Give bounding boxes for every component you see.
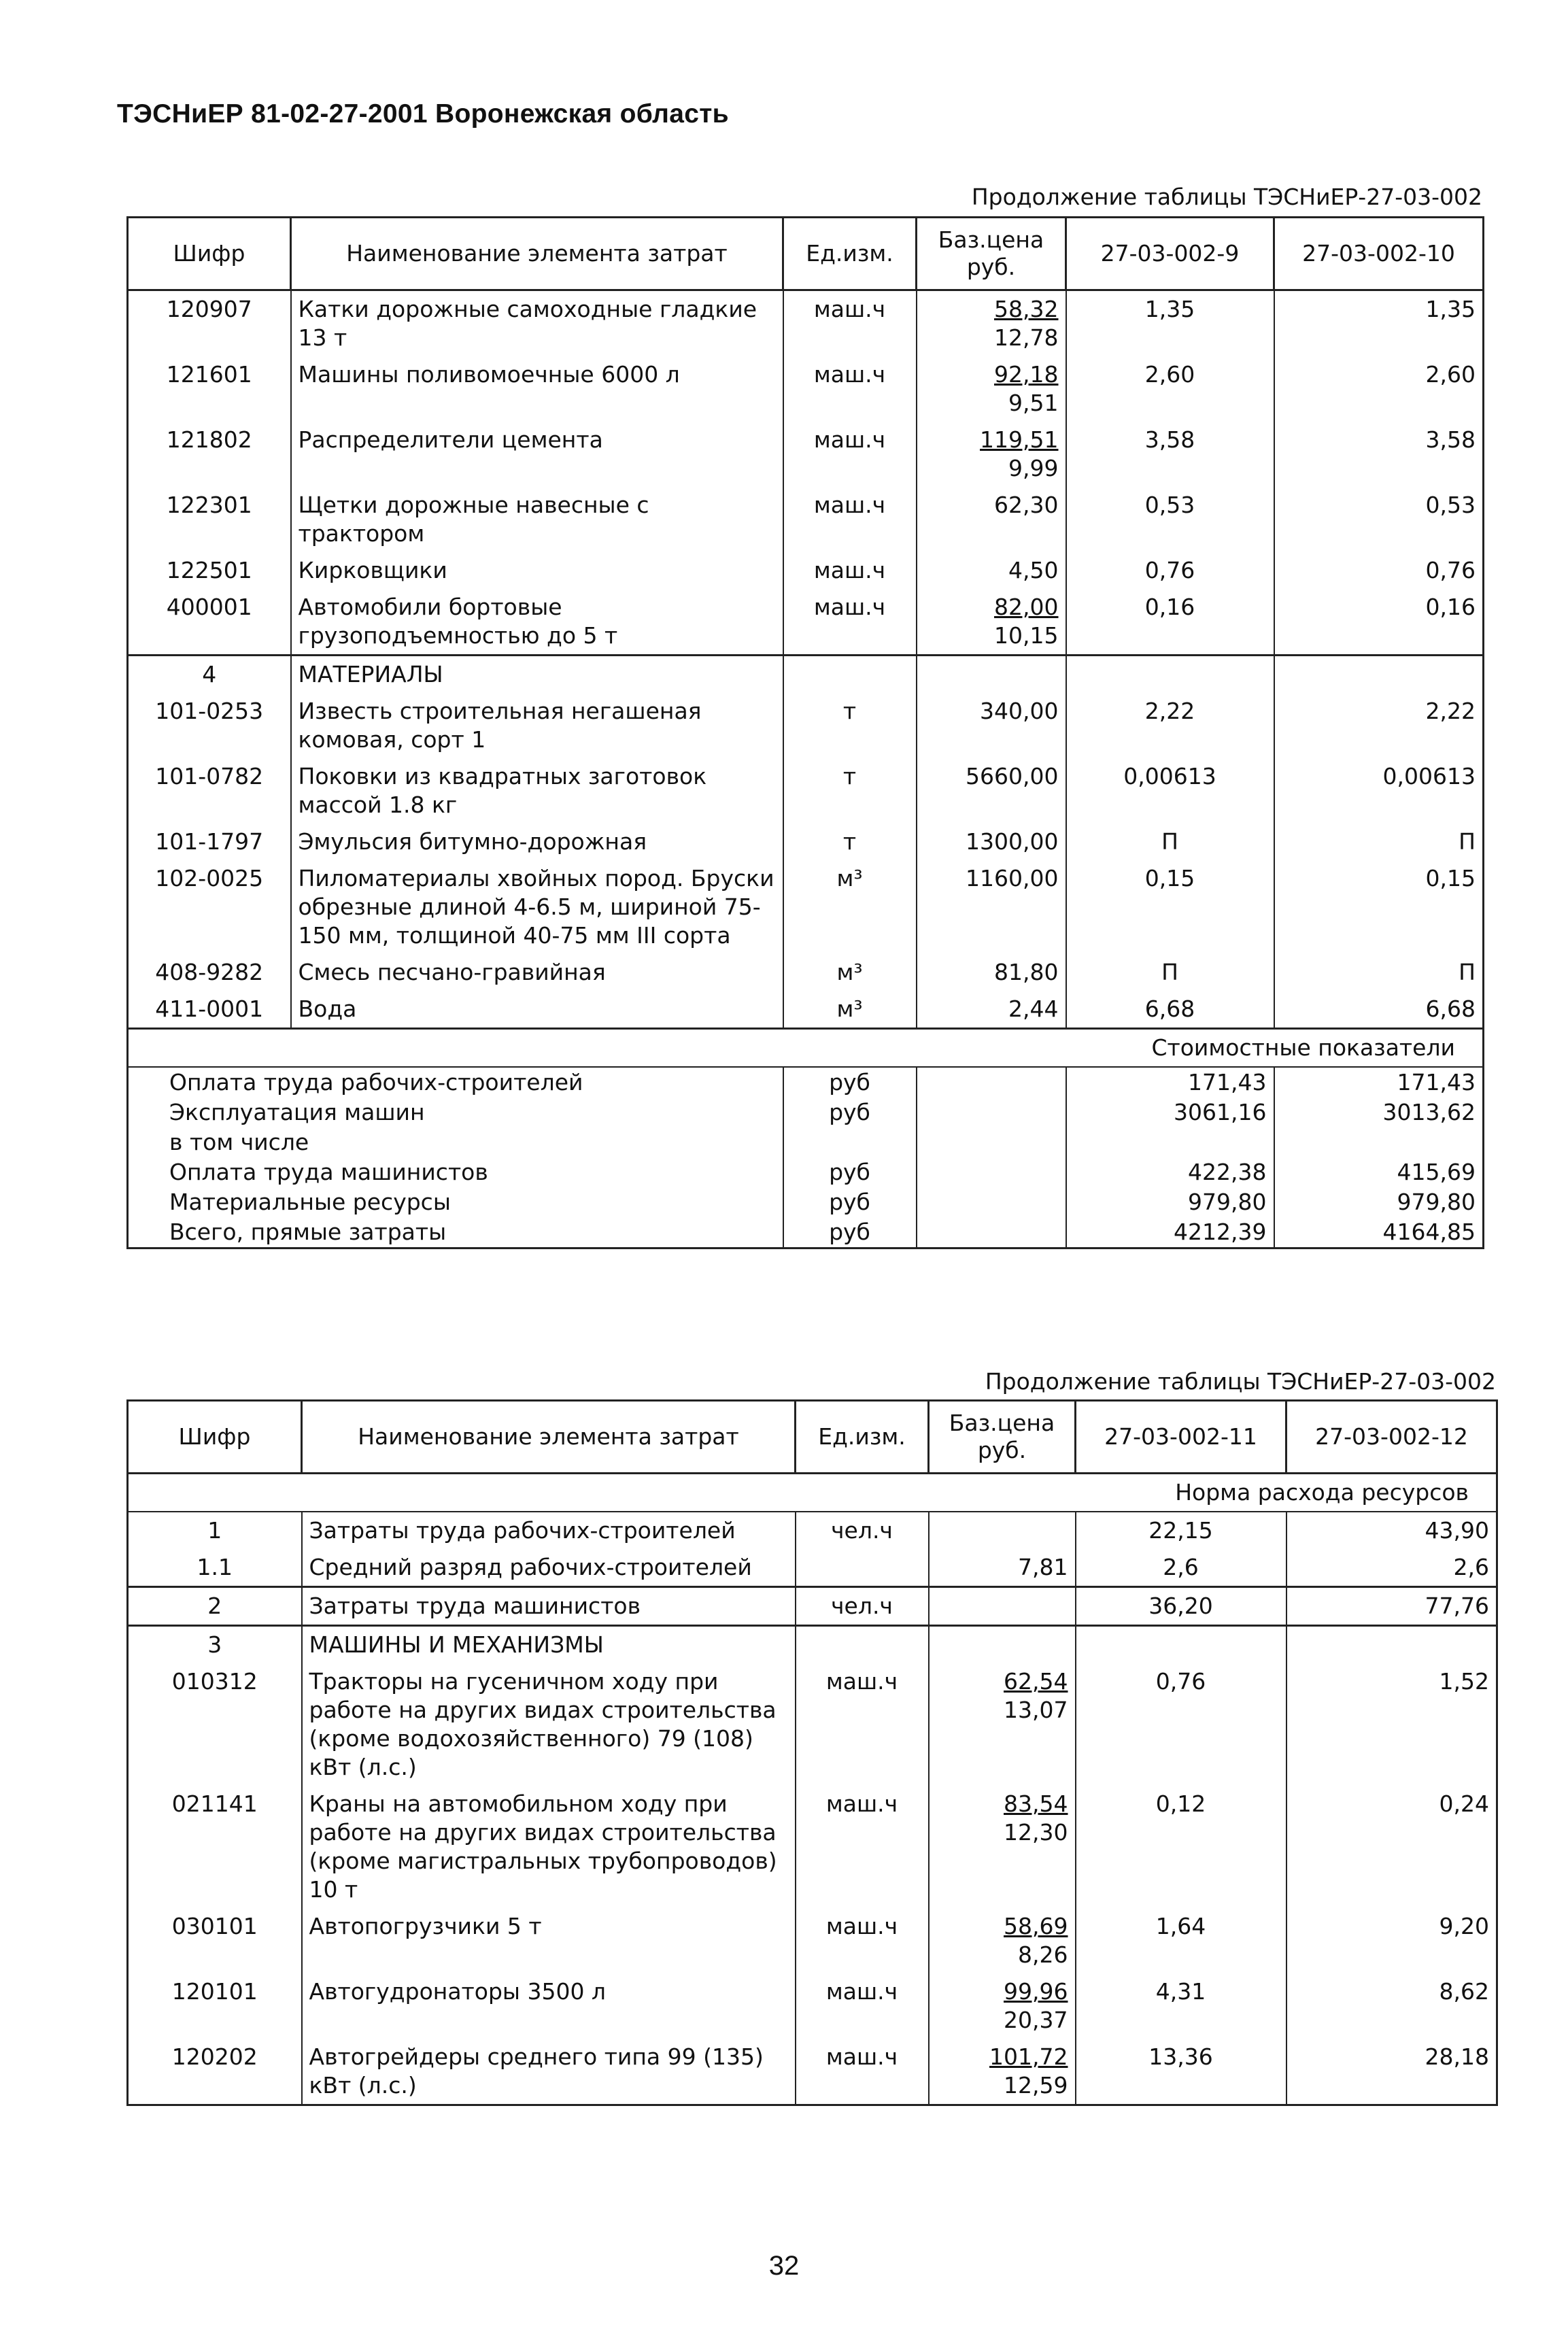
- empty-cell: [917, 1217, 1066, 1249]
- value-cell-2: 0,53: [1274, 487, 1484, 552]
- price-wage-value: 13,07: [1004, 1697, 1068, 1723]
- price-wage-value: 8,26: [1018, 1941, 1068, 1968]
- price-cell: [929, 1908, 1076, 1973]
- table-row: [128, 758, 1484, 823]
- cost-unit: руб: [783, 1187, 917, 1217]
- table-row: [128, 1587, 1497, 1626]
- price-cell: 4,50: [917, 552, 1066, 589]
- table1-header-row: [128, 218, 1484, 290]
- name-cell: Эмульсия битумно-дорожная: [291, 823, 783, 860]
- empty-cell: [783, 656, 917, 694]
- code-cell: 122501: [128, 552, 291, 589]
- unit-cell: маш.ч: [796, 1908, 929, 1973]
- value-cell-2: 8,62: [1286, 1973, 1497, 2039]
- cost-value-1: 3061,16: [1066, 1098, 1274, 1127]
- cost-row: [128, 1127, 1484, 1157]
- price-wage-value: 9,99: [1008, 455, 1059, 481]
- code-cell: 120202: [128, 2039, 302, 2105]
- cost-banner-row: [128, 1029, 1484, 1068]
- value-cell-2: 0,16: [1274, 589, 1484, 656]
- cost-row: [128, 1217, 1484, 1249]
- price-cell: 340,00: [917, 693, 1066, 758]
- unit-cell: чел.ч: [796, 1512, 929, 1549]
- table-row: [128, 487, 1484, 552]
- cost-value-2: [1274, 1127, 1484, 1157]
- banner-text: Норма расхода ресурсов: [128, 1474, 1497, 1512]
- empty-cell: [1274, 656, 1484, 694]
- price-cell: [917, 589, 1066, 656]
- name-cell: Распределители цемента: [291, 422, 783, 487]
- price-cell: 1300,00: [917, 823, 1066, 860]
- cost-value-1: 171,43: [1066, 1067, 1274, 1098]
- value-cell-1: 0,53: [1066, 487, 1274, 552]
- price-cell: [917, 290, 1066, 357]
- code-cell: 010312: [128, 1663, 302, 1786]
- price-cell: [929, 1587, 1076, 1626]
- price-cell: 7,81: [929, 1549, 1076, 1587]
- value-cell-2: 77,76: [1286, 1587, 1497, 1626]
- code-cell: 120907: [128, 290, 291, 357]
- name-cell: Автогудронаторы 3500 л: [302, 1973, 796, 2039]
- price-cell: [929, 1512, 1076, 1549]
- table-row: [128, 422, 1484, 487]
- name-cell: Щетки дорожные навесные с трактором: [291, 487, 783, 552]
- section-row-machines: [128, 1626, 1497, 1664]
- unit-cell: маш.ч: [783, 487, 917, 552]
- price-value: 82,00: [994, 594, 1059, 620]
- table-row: [128, 991, 1484, 1029]
- value-cell-1: 1,35: [1066, 290, 1274, 357]
- price-cell: [917, 356, 1066, 422]
- value-cell-1: 2,22: [1066, 693, 1274, 758]
- cost-label: Всего, прямые затраты: [128, 1217, 783, 1249]
- unit-cell: маш.ч: [796, 1786, 929, 1908]
- cost-value-1: 422,38: [1066, 1157, 1274, 1187]
- name-cell: Поковки из квадратных заготовок массой 1.8 кг: [291, 758, 783, 823]
- banner-text: Стоимостные показатели: [128, 1029, 1484, 1068]
- value-cell-2: П: [1274, 954, 1484, 991]
- price-cell: 5660,00: [917, 758, 1066, 823]
- norm-banner-row: [128, 1474, 1497, 1512]
- code-cell: 102-0025: [128, 860, 291, 954]
- unit-cell: т: [783, 758, 917, 823]
- table2-header-row: [128, 1401, 1497, 1474]
- price-cell: [929, 2039, 1076, 2105]
- value-cell-1: П: [1066, 954, 1274, 991]
- unit-cell: [796, 1549, 929, 1587]
- cost-label: Оплата труда машинистов: [128, 1157, 783, 1187]
- name-cell: Вода: [291, 991, 783, 1029]
- price-value: 92,18: [994, 361, 1059, 388]
- value-cell-1: 2,60: [1066, 356, 1274, 422]
- table-row: [128, 290, 1484, 357]
- name-cell: Краны на автомобильном ходу при работе на других видах строительства (кроме магистральных трубопроводов) 10 т: [302, 1786, 796, 1908]
- name-cell: Средний разряд рабочих-строителей: [302, 1549, 796, 1587]
- code-cell: 101-0782: [128, 758, 291, 823]
- unit-cell: м³: [783, 860, 917, 954]
- value-cell-2: 0,00613: [1274, 758, 1484, 823]
- col-header-name: Наименование элемента затрат: [291, 218, 783, 290]
- col-header-v2: 27-03-002-12: [1286, 1401, 1497, 1474]
- empty-cell: [929, 1626, 1076, 1664]
- cost-unit: руб: [783, 1217, 917, 1249]
- name-cell: Тракторы на гусеничном ходу при работе на других видах строительства (кроме водохозяйственного) 79 (108) кВт (л.с.): [302, 1663, 796, 1786]
- empty-cell: [917, 1187, 1066, 1217]
- cost-value-2: 3013,62: [1274, 1098, 1484, 1127]
- name-cell: Автопогрузчики 5 т: [302, 1908, 796, 1973]
- cost-label: Материальные ресурсы: [128, 1187, 783, 1217]
- unit-cell: м³: [783, 954, 917, 991]
- name-cell: Кирковщики: [291, 552, 783, 589]
- price-value: 83,54: [1004, 1790, 1068, 1817]
- value-cell-1: 6,68: [1066, 991, 1274, 1029]
- empty-cell: [917, 656, 1066, 694]
- table1-caption: Продолжение таблицы ТЭСНиЕР-27-03-002: [971, 184, 1482, 210]
- unit-cell: м³: [783, 991, 917, 1029]
- cost-unit: руб: [783, 1067, 917, 1098]
- empty-cell: [1066, 656, 1274, 694]
- code-cell: 030101: [128, 1908, 302, 1973]
- name-cell: Затраты труда рабочих-строителей: [302, 1512, 796, 1549]
- value-cell-1: 0,16: [1066, 589, 1274, 656]
- price-cell: 2,44: [917, 991, 1066, 1029]
- cost-label: Эксплуатация машин: [128, 1098, 783, 1127]
- section-title: МАТЕРИАЛЫ: [291, 656, 783, 694]
- code-cell: 101-1797: [128, 823, 291, 860]
- value-cell-2: 9,20: [1286, 1908, 1497, 1973]
- value-cell-2: 2,22: [1274, 693, 1484, 758]
- price-cell: [929, 1663, 1076, 1786]
- value-cell-2: 6,68: [1274, 991, 1484, 1029]
- code-cell: 122301: [128, 487, 291, 552]
- value-cell-1: 0,15: [1066, 860, 1274, 954]
- page-title: ТЭСНиЕР 81-02-27-2001 Воронежская область: [117, 99, 729, 129]
- price-wage-value: 12,59: [1004, 2072, 1068, 2099]
- value-cell-2: П: [1274, 823, 1484, 860]
- value-cell-1: 1,64: [1076, 1908, 1286, 1973]
- col-header-unit: Ед.изм.: [796, 1401, 929, 1474]
- cost-value-2: 415,69: [1274, 1157, 1484, 1187]
- cost-value-1: [1066, 1127, 1274, 1157]
- value-cell-1: 3,58: [1066, 422, 1274, 487]
- cost-unit: [783, 1127, 917, 1157]
- price-value: 58,32: [994, 296, 1059, 322]
- table-row: [128, 356, 1484, 422]
- value-cell-2: 0,76: [1274, 552, 1484, 589]
- cost-row: [128, 1067, 1484, 1098]
- empty-cell: [1076, 1626, 1286, 1664]
- price-value: 119,51: [980, 426, 1059, 453]
- empty-cell: [917, 1127, 1066, 1157]
- unit-cell: маш.ч: [796, 1663, 929, 1786]
- unit-cell: чел.ч: [796, 1587, 929, 1626]
- cost-value-2: 979,80: [1274, 1187, 1484, 1217]
- price-cell: 62,30: [917, 487, 1066, 552]
- price-value: 99,96: [1004, 1978, 1068, 2005]
- cost-unit: руб: [783, 1098, 917, 1127]
- section-row-materials: [128, 656, 1484, 694]
- table-row: [128, 1973, 1497, 2039]
- empty-cell: [1286, 1626, 1497, 1664]
- table-row: [128, 552, 1484, 589]
- code-cell: 121601: [128, 356, 291, 422]
- code-cell: 021141: [128, 1786, 302, 1908]
- table-row: [128, 1549, 1497, 1587]
- table-row: [128, 1786, 1497, 1908]
- table2-caption: Продолжение таблицы ТЭСНиЕР-27-03-002: [985, 1368, 1496, 1395]
- value-cell-2: 28,18: [1286, 2039, 1497, 2105]
- col-header-code: Шифр: [128, 1401, 302, 1474]
- cost-row: [128, 1187, 1484, 1217]
- name-cell: Машины поливомоечные 6000 л: [291, 356, 783, 422]
- col-header-v1: 27-03-002-9: [1066, 218, 1274, 290]
- name-cell: Пиломатериалы хвойных пород. Бруски обрезные длиной 4-6.5 м, шириной 75-150 мм, толщиной 40-75 мм III сорта: [291, 860, 783, 954]
- price-cell: 1160,00: [917, 860, 1066, 954]
- col-header-v1: 27-03-002-11: [1076, 1401, 1286, 1474]
- unit-cell: т: [783, 823, 917, 860]
- table-row: [128, 589, 1484, 656]
- code-cell: 121802: [128, 422, 291, 487]
- value-cell-1: 0,12: [1076, 1786, 1286, 1908]
- price-value: 101,72: [989, 2043, 1068, 2070]
- value-cell-1: 36,20: [1076, 1587, 1286, 1626]
- code-cell: 411-0001: [128, 991, 291, 1029]
- cost-label: Оплата труда рабочих-строителей: [128, 1067, 783, 1098]
- price-cell: [917, 422, 1066, 487]
- empty-cell: [917, 1067, 1066, 1098]
- page-number: 32: [768, 2251, 800, 2281]
- cost-value-2: 4164,85: [1274, 1217, 1484, 1249]
- code-cell: 400001: [128, 589, 291, 656]
- name-cell: Катки дорожные самоходные гладкие 13 т: [291, 290, 783, 357]
- unit-cell: маш.ч: [796, 1973, 929, 2039]
- section-title: МАШИНЫ И МЕХАНИЗМЫ: [302, 1626, 796, 1664]
- value-cell-2: 3,58: [1274, 422, 1484, 487]
- code-cell: 1: [128, 1512, 302, 1549]
- price-wage-value: 9,51: [1008, 390, 1059, 416]
- value-cell-2: 1,35: [1274, 290, 1484, 357]
- unit-cell: маш.ч: [783, 356, 917, 422]
- unit-cell: маш.ч: [796, 2039, 929, 2105]
- table-row: [128, 1663, 1497, 1786]
- price-value: 58,69: [1004, 1913, 1068, 1939]
- table-row: [128, 860, 1484, 954]
- empty-cell: [796, 1626, 929, 1664]
- empty-cell: [917, 1098, 1066, 1127]
- name-cell: Смесь песчано-гравийная: [291, 954, 783, 991]
- empty-cell: [917, 1157, 1066, 1187]
- col-header-v2: 27-03-002-10: [1274, 218, 1484, 290]
- name-cell: Автомобили бортовые грузоподъемностью до 5 т: [291, 589, 783, 656]
- unit-cell: маш.ч: [783, 552, 917, 589]
- value-cell-2: 0,15: [1274, 860, 1484, 954]
- col-header-code: Шифр: [128, 218, 291, 290]
- unit-cell: маш.ч: [783, 290, 917, 357]
- table-row: [128, 823, 1484, 860]
- value-cell-1: 0,76: [1076, 1663, 1286, 1786]
- name-cell: Автогрейдеры среднего типа 99 (135) кВт (л.с.): [302, 2039, 796, 2105]
- name-cell: Известь строительная негашеная комовая, сорт 1: [291, 693, 783, 758]
- name-cell: Затраты труда машинистов: [302, 1587, 796, 1626]
- value-cell-1: 2,6: [1076, 1549, 1286, 1587]
- cost-row: [128, 1157, 1484, 1187]
- col-header-unit: Ед.изм.: [783, 218, 917, 290]
- price-cell: [929, 1786, 1076, 1908]
- table-row: [128, 2039, 1497, 2105]
- col-header-price: Баз.цена руб.: [929, 1401, 1076, 1474]
- table2: [126, 1399, 1498, 2106]
- cost-value-1: 979,80: [1066, 1187, 1274, 1217]
- value-cell-1: 13,36: [1076, 2039, 1286, 2105]
- table-row: [128, 1908, 1497, 1973]
- price-wage-value: 12,30: [1004, 1819, 1068, 1846]
- value-cell-1: 22,15: [1076, 1512, 1286, 1549]
- cost-unit: руб: [783, 1157, 917, 1187]
- unit-cell: маш.ч: [783, 589, 917, 656]
- table-row: [128, 954, 1484, 991]
- price-wage-value: 12,78: [994, 324, 1059, 351]
- col-header-name: Наименование элемента затрат: [302, 1401, 796, 1474]
- value-cell-2: 0,24: [1286, 1786, 1497, 1908]
- value-cell-2: 43,90: [1286, 1512, 1497, 1549]
- section-code: 3: [128, 1626, 302, 1664]
- code-cell: 1.1: [128, 1549, 302, 1587]
- table1: [126, 216, 1484, 1249]
- cost-value-1: 4212,39: [1066, 1217, 1274, 1249]
- table-row: [128, 1512, 1497, 1549]
- price-cell: 81,80: [917, 954, 1066, 991]
- price-value: 62,54: [1004, 1668, 1068, 1695]
- code-cell: 101-0253: [128, 693, 291, 758]
- code-cell: 2: [128, 1587, 302, 1626]
- cost-row: [128, 1098, 1484, 1127]
- value-cell-2: 2,6: [1286, 1549, 1497, 1587]
- value-cell-1: 0,00613: [1066, 758, 1274, 823]
- price-wage-value: 20,37: [1004, 2007, 1068, 2033]
- unit-cell: маш.ч: [783, 422, 917, 487]
- cost-label: в том числе: [128, 1127, 783, 1157]
- section-code: 4: [128, 656, 291, 694]
- value-cell-2: 1,52: [1286, 1663, 1497, 1786]
- cost-value-2: 171,43: [1274, 1067, 1484, 1098]
- value-cell-2: 2,60: [1274, 356, 1484, 422]
- value-cell-1: 0,76: [1066, 552, 1274, 589]
- price-wage-value: 10,15: [994, 622, 1059, 649]
- col-header-price: Баз.цена руб.: [917, 218, 1066, 290]
- value-cell-1: 4,31: [1076, 1973, 1286, 2039]
- table-row: [128, 693, 1484, 758]
- code-cell: 408-9282: [128, 954, 291, 991]
- unit-cell: т: [783, 693, 917, 758]
- value-cell-1: П: [1066, 823, 1274, 860]
- price-cell: [929, 1973, 1076, 2039]
- code-cell: 120101: [128, 1973, 302, 2039]
